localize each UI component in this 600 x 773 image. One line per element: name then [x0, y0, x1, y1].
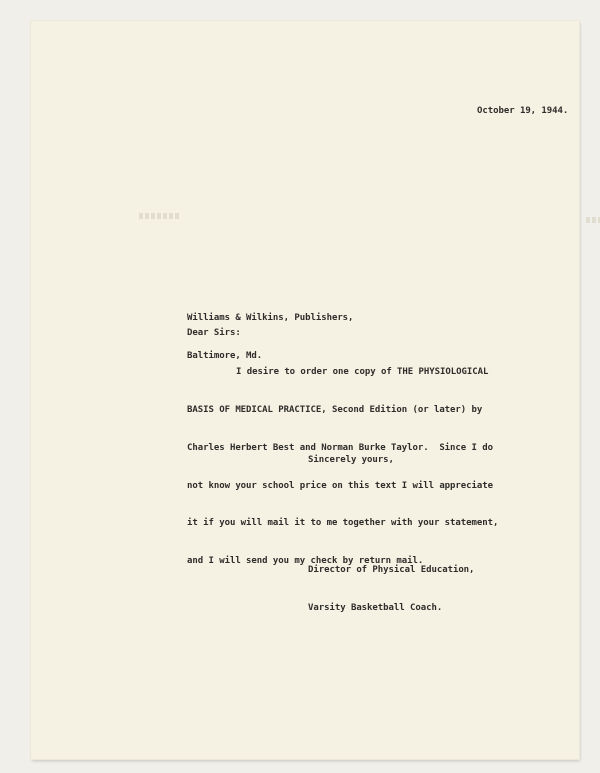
signature-block: [308, 539, 474, 640]
signature-line: Varsity Basketball Coach.: [308, 602, 443, 613]
body-line: BASIS OF MEDICAL PRACTICE, Second Edition (or later) by: [187, 404, 483, 415]
body-line: [187, 366, 498, 379]
recipient-line: Williams & Wilkins, Publishers,: [187, 313, 354, 324]
body-line: it if you will mail it to me together with your statement,: [187, 518, 499, 529]
body-line: Charles Herbert Best and Norman Burke Taylor. Since I do: [187, 442, 494, 453]
signature-line: Director of Physical Education,: [308, 565, 475, 576]
faint-mark-right: [586, 217, 600, 223]
body-line-text: I desire to order one copy of THE PHYSIOLOGICAL: [236, 367, 489, 378]
recipient-line: Baltimore, Md.: [187, 350, 263, 361]
complimentary-close: Sincerely yours,: [308, 455, 394, 465]
letter-date: October 19, 1944.: [477, 106, 569, 116]
body-line: not know your school price on this text I will appreciate: [187, 480, 494, 491]
body-line: and I will send you my check by return mail.: [187, 556, 424, 567]
letter-sheet: [31, 21, 579, 759]
salutation: Dear Sirs:: [187, 328, 241, 338]
faint-mark-left: [139, 213, 181, 219]
